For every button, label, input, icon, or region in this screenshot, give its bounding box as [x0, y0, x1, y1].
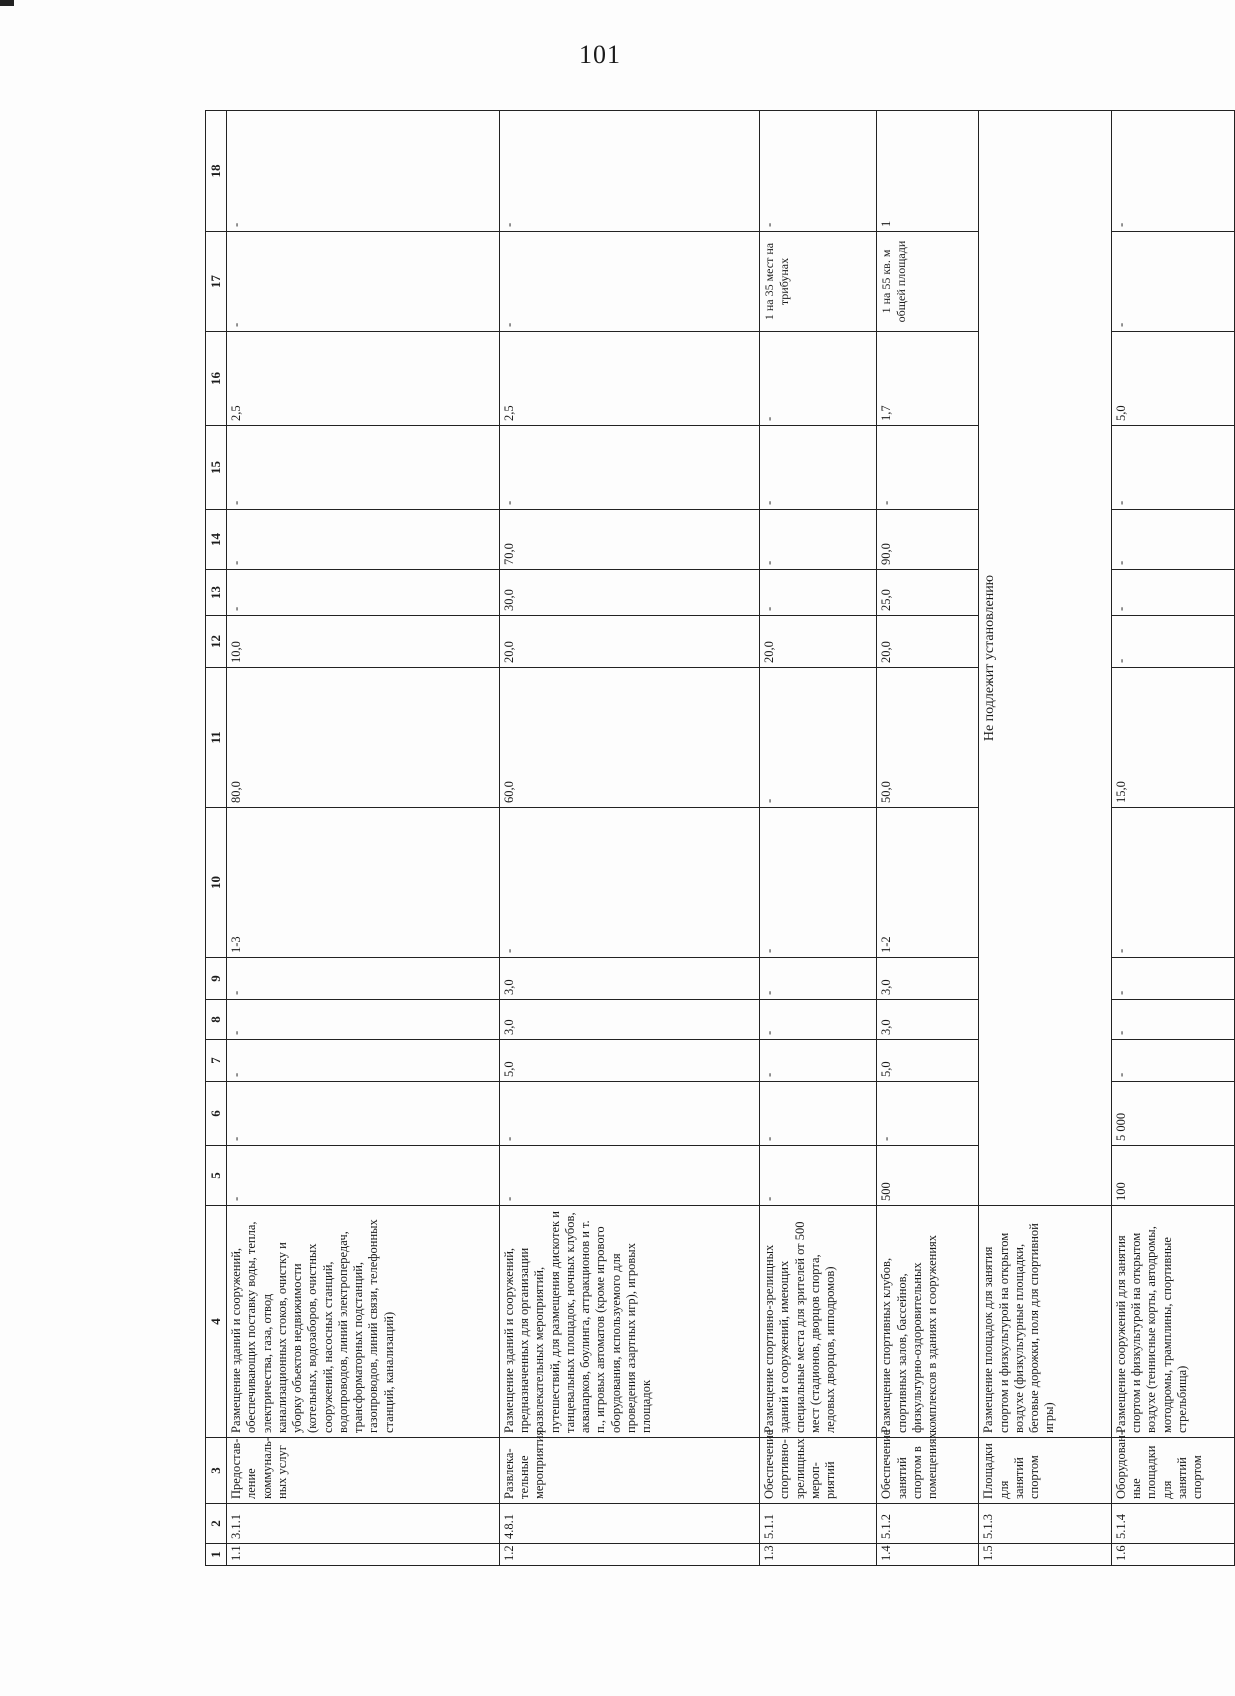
table-cell: -: [760, 1040, 877, 1082]
table-cell: -: [760, 808, 877, 958]
header-cell: 4: [206, 1206, 227, 1438]
table-cell: 5,0: [499, 1040, 759, 1082]
table-cell: 70,0: [499, 510, 759, 570]
row-number: 1.6: [1111, 1544, 1234, 1566]
row-number: 1.5: [979, 1544, 1112, 1566]
regulations-table: [205, 110, 1235, 1566]
table-cell: -: [760, 958, 877, 1000]
table-cell: 20,0: [760, 616, 877, 668]
table-cell: 25,0: [877, 570, 979, 616]
table-cell: 60,0: [499, 668, 759, 808]
table-cell: -: [499, 426, 759, 510]
header-cell: 17: [206, 232, 227, 332]
header-cell: 16: [206, 332, 227, 426]
row-number: 1.4: [877, 1544, 979, 1566]
table-cell: -: [760, 570, 877, 616]
scan-artifact: [0, 0, 14, 6]
table-cell: 5 000: [1111, 1082, 1234, 1146]
table-cell: -: [760, 668, 877, 808]
table-cell: -: [1111, 958, 1234, 1000]
table-cell: -: [499, 111, 759, 232]
use-name: Обеспечение спортивно-зрелищных мероп-риятий: [760, 1438, 877, 1504]
table-cell: -: [1111, 570, 1234, 616]
table-cell: -: [1111, 426, 1234, 510]
header-cell: 5: [206, 1146, 227, 1206]
header-cell: 18: [206, 111, 227, 232]
table-cell: 2,5: [499, 332, 759, 426]
use-name: Оборудован-ные площадки для занятий спортом: [1111, 1438, 1234, 1504]
table-cell: -: [227, 1082, 500, 1146]
use-code: 5.1.1: [760, 1504, 877, 1544]
table-row: [979, 111, 1112, 1566]
table-cell: 100: [1111, 1146, 1234, 1206]
table-cell: 500: [877, 1146, 979, 1206]
table-cell: -: [499, 232, 759, 332]
table-cell: 3,0: [499, 1000, 759, 1040]
table-cell: 20,0: [499, 616, 759, 668]
table-cell: 1-2: [877, 808, 979, 958]
header-cell: 12: [206, 616, 227, 668]
table-cell: 1: [877, 111, 979, 232]
page-number: 101: [579, 40, 621, 69]
use-description: Размещение площадок для занятия спортом и физкультурой на открытом воздухе (физкультурные площадки, беговые дорожки, поля для спортивной игры): [979, 1206, 1112, 1438]
header-cell: 11: [206, 668, 227, 808]
header-cell: 13: [206, 570, 227, 616]
header-cell: 14: [206, 510, 227, 570]
table-cell: 5,0: [877, 1040, 979, 1082]
header-cell: 2: [206, 1504, 227, 1544]
use-name: Обеспечение занятий спортом в помещениях: [877, 1438, 979, 1504]
table-cell: -: [760, 332, 877, 426]
table-cell: -: [1111, 808, 1234, 958]
table-cell: -: [877, 426, 979, 510]
table-cell: 1-3: [227, 808, 500, 958]
table-cell: 2,5: [227, 332, 500, 426]
table-cell: -: [1111, 1040, 1234, 1082]
use-description: Размещение сооружений для занятия спортом и физкультурой на открытом воздухе (теннисные корты, автодромы, мотодромы, трамплины, спортивные стрельбища): [1111, 1206, 1234, 1438]
table-cell: -: [227, 1000, 500, 1040]
table-cell: 90,0: [877, 510, 979, 570]
rotated-table-wrapper: [205, 111, 1235, 1566]
table-cell: -: [499, 1146, 759, 1206]
table-cell: 30,0: [499, 570, 759, 616]
table-row: [877, 111, 979, 1566]
table-cell: -: [227, 111, 500, 232]
header-cell: 9: [206, 958, 227, 1000]
use-name: Площадки для занятий спортом: [979, 1438, 1112, 1504]
use-code: 3.1.1: [227, 1504, 500, 1544]
table-cell: -: [499, 808, 759, 958]
table-cell: 3,0: [877, 958, 979, 1000]
table-cell: 50,0: [877, 668, 979, 808]
table-cell: -: [227, 232, 500, 332]
table-cell: 15,0: [1111, 668, 1234, 808]
header-cell: 8: [206, 1000, 227, 1040]
table-cell: -: [227, 958, 500, 1000]
table-cell: -: [760, 1146, 877, 1206]
header-cell: 6: [206, 1082, 227, 1146]
use-description: Размещение спортивно-зрелищных зданий и сооружений, имеющих специальные места для зрителей от 500 мест (стадионов, дворцов спорта, ледовых дворцов, ипподромов): [760, 1206, 877, 1438]
table-row: [760, 111, 877, 1566]
table-cell: 80,0: [227, 668, 500, 808]
header-cell: 10: [206, 808, 227, 958]
not-applicable-merged-cell: Не подлежит установлению: [979, 111, 1112, 1206]
table-cell: -: [227, 1146, 500, 1206]
use-code: 5.1.4: [1111, 1504, 1234, 1544]
table-cell: -: [1111, 1000, 1234, 1040]
table-cell: -: [1111, 616, 1234, 668]
table-cell: 3,0: [499, 958, 759, 1000]
table-cell: -: [227, 570, 500, 616]
rotated-table: [205, 111, 1235, 1566]
use-code: 5.1.2: [877, 1504, 979, 1544]
table-cell: -: [760, 1082, 877, 1146]
table-cell: -: [1111, 232, 1234, 332]
use-description: Размещение зданий и сооружений, предназначенных для организации развлекательных мероприятий, путешествий, для размещения дискотек и танцевальных площадок, ночных клубов, аквапарков, боулинга, аттракционов и т. п., игровых автоматов (кроме игрового оборудования, используемого для проведения азартных игр), игровых площадок: [499, 1206, 759, 1438]
row-number: 1.3: [760, 1544, 877, 1566]
table-cell: -: [760, 1000, 877, 1040]
table-cell: 3,0: [877, 1000, 979, 1040]
row-number: 1.2: [499, 1544, 759, 1566]
use-code: 4.8.1: [499, 1504, 759, 1544]
header-cell: 15: [206, 426, 227, 510]
header-cell: 1: [206, 1544, 227, 1566]
table-cell: -: [760, 426, 877, 510]
row-number: 1.1: [227, 1544, 500, 1566]
table-cell: -: [227, 1040, 500, 1082]
table-row: [1111, 111, 1234, 1566]
use-code: 5.1.3: [979, 1504, 1112, 1544]
table-cell: 1 на 55 кв. м общей площади: [877, 232, 979, 332]
table-cell: 5,0: [1111, 332, 1234, 426]
header-row: [206, 111, 227, 1566]
header-cell: 3: [206, 1438, 227, 1504]
table-cell: -: [877, 1082, 979, 1146]
table-row: [499, 111, 759, 1566]
table-cell: 20,0: [877, 616, 979, 668]
table-row: [227, 111, 500, 1566]
use-description: Размещение зданий и сооружений, обеспечивающих поставку воды, тепла, электричества, газа, отвод канализационных стоков, очистку и уборку объектов недвижимости (котельных, водозаборов, очистных сооружений, насосных станций, водопроводов, линий электропередач, трансформаторных подстанций, газопроводов, линий связи, телефонных станций, канализаций): [227, 1206, 500, 1438]
table-cell: -: [760, 510, 877, 570]
table-cell: -: [227, 426, 500, 510]
table-cell: -: [1111, 111, 1234, 232]
table-cell: -: [499, 1082, 759, 1146]
header-cell: 7: [206, 1040, 227, 1082]
table-cell: 1,7: [877, 332, 979, 426]
use-name: Предостав-ление коммуналь-ных услуг: [227, 1438, 500, 1504]
use-description: Размещение спортивных клубов, спортивных залов, бассейнов, физкультурно-оздоровительных комплексов в зданиях и сооружениях: [877, 1206, 979, 1438]
table-cell: 1 на 35 мест на трибунах: [760, 232, 877, 332]
use-name: Развлека-тельные мероприятия: [499, 1438, 759, 1504]
table-cell: -: [760, 111, 877, 232]
table-cell: -: [1111, 510, 1234, 570]
table-cell: -: [227, 510, 500, 570]
table-cell: 10,0: [227, 616, 500, 668]
